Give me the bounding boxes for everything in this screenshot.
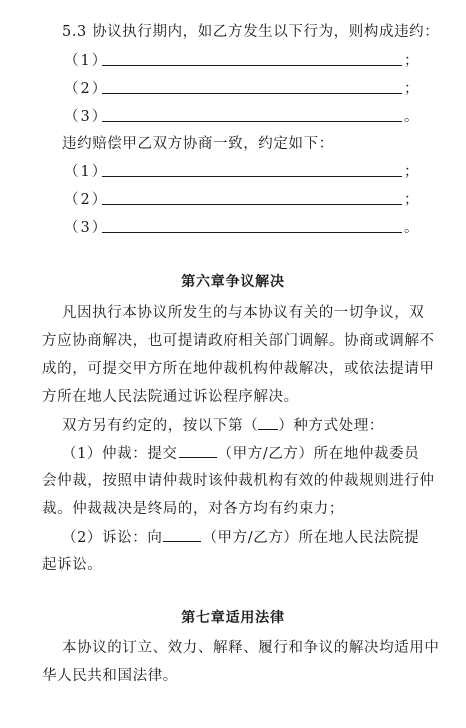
- compensation-item-number: （3）: [64, 220, 109, 236]
- compensation-item-punct: ；: [404, 192, 419, 208]
- compensation-item-1: [0, 161, 466, 183]
- para2-before-text: 双方另有约定的，按以下第（: [62, 418, 259, 434]
- chapter-7-para-line2: 华人民共和国法律。: [42, 668, 178, 684]
- breach-item-punct: ；: [404, 81, 419, 97]
- fill-in-line[interactable]: [102, 176, 402, 177]
- litigation-tail: （甲方/乙方）所在地人民法院提: [202, 530, 420, 546]
- chapter-6-para2: [62, 415, 466, 436]
- compensation-item-punct: 。: [404, 220, 419, 236]
- litigation-party-blank[interactable]: [163, 527, 201, 542]
- chapter-6-title: 第六章争议解决: [181, 274, 285, 290]
- breach-item-number: （2）: [64, 81, 109, 97]
- fill-in-line[interactable]: [102, 232, 402, 233]
- fill-in-line[interactable]: [102, 121, 402, 122]
- chapter-6-para1-line4: 方所在地人民法院通过诉讼程序解决。: [42, 389, 299, 405]
- fill-in-line[interactable]: [102, 93, 402, 94]
- arbitration-label: （1）仲裁：提交: [62, 446, 178, 462]
- chapter-6-para1-line1: 凡因执行本协议所发生的与本协议有关的一切争议，双: [62, 305, 425, 321]
- method-number-blank[interactable]: [258, 415, 278, 430]
- compensation-item-number: （2）: [64, 192, 109, 208]
- breach-item-punct: ；: [404, 53, 419, 69]
- compensation-intro: 违约赔偿甲乙双方协商一致，约定如下：: [62, 136, 334, 152]
- chapter-7-para-line1: 本协议的订立、效力、解释、履行和争议的解决均适用中: [62, 640, 440, 656]
- compensation-item-number: （1）: [64, 164, 109, 180]
- arbitration-party-blank[interactable]: [179, 443, 217, 458]
- litigation-line1: [62, 527, 466, 548]
- compensation-item-punct: ；: [404, 164, 419, 180]
- compensation-item-2: [0, 189, 466, 211]
- breach-item-punct: 。: [404, 109, 419, 125]
- arbitration-line1: [62, 443, 466, 464]
- compensation-item-3: [0, 217, 466, 239]
- arbitration-line2: 会仲裁，按照申请仲裁时该仲裁机构有效的仲裁规则进行仲: [42, 473, 435, 489]
- breach-item-1: [0, 50, 466, 72]
- arbitration-tail: （甲方/乙方）所在地仲裁委员: [217, 446, 420, 462]
- clause-5-3-intro: 5.3 协议执行期内，如乙方发生以下行为，则构成违约：: [62, 24, 440, 40]
- breach-item-3: [0, 106, 466, 128]
- litigation-label: （2）诉讼：向: [62, 530, 163, 546]
- chapter-6-para1-line2: 方应协商解决，也可提请政府相关部门调解。协商或调解不: [42, 333, 435, 349]
- para2-after-text: ）种方式处理：: [278, 418, 385, 434]
- fill-in-line[interactable]: [102, 204, 402, 205]
- fill-in-line[interactable]: [102, 65, 402, 66]
- chapter-7-title: 第七章适用法律: [181, 610, 285, 626]
- breach-item-number: （1）: [64, 53, 109, 69]
- chapter-6-para1-line3: 成的，可提交甲方所在地仲裁机构仲裁解决，或依法提请甲: [42, 361, 435, 377]
- breach-item-2: [0, 78, 466, 100]
- arbitration-line3: 裁。仲裁裁决是终局的，对各方均有约束力；: [42, 501, 344, 517]
- litigation-line2: 起诉讼。: [42, 557, 103, 573]
- breach-item-number: （3）: [64, 109, 109, 125]
